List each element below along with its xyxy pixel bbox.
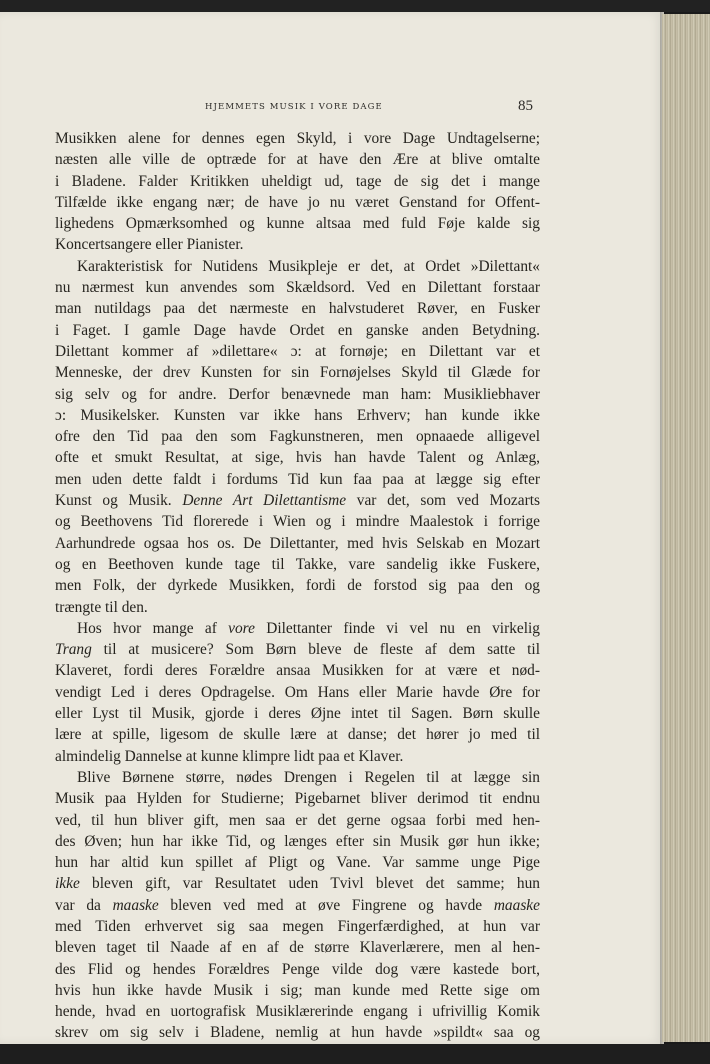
- text-line: nu nærmest kun anvendes som Skældsord. Ved en Dilettant forstaar: [55, 279, 540, 297]
- page-header: [55, 90, 540, 114]
- text-segment: var da: [55, 896, 101, 914]
- text-segment: bleven gift, var Resultatet uden Tvivl blevet det samme; hun: [92, 875, 540, 893]
- text-line: Aarhundrede ogsaa hos os. De Dilettanter, med hvis Selskab en Mozart: [55, 534, 540, 552]
- italic-phrase: Denne Art Dilettantisme: [182, 492, 347, 510]
- text-line: vendigt Led i deres Opdragelse. Om Hans eller Marie havde Øre for: [55, 683, 540, 701]
- italic-word: ikke: [55, 875, 80, 893]
- text-line: [55, 873, 540, 894]
- text-line: lære at spille, ligesom de skulle lære at danse; det hører jo med til: [55, 726, 540, 744]
- text-line: Musikken alene for dennes egen Skyld, i vore Dage Undtagelserne;: [55, 130, 540, 147]
- text-segment: Dilettanter finde vi vel nu en virkelig: [266, 619, 540, 637]
- text-line: Blive Børnene større, nødes Drengen i Regelen til at lægge sin: [77, 768, 540, 786]
- text-line: med Tiden erhvervet sig saa megen Fingerfærdighed, at hun var: [55, 917, 540, 935]
- text-line: Klaveret, fordi deres Forældre ansaa Musikken for at være et nød-: [55, 662, 540, 680]
- page-number: 85: [518, 98, 533, 114]
- text-line: Musik paa Hylden for Studierne; Pigebarnet bliver derimod tit endnu: [55, 790, 540, 808]
- text-line: sig selv og for andre. Derfor benævnede man ham: Musikliebhaver: [55, 385, 540, 403]
- text-line: Menneske, der drev Kunsten for sin Fornøjelses Skyld til Glæde for: [55, 364, 540, 382]
- text-line: almindelig Dannelse at kunne klimpre lidt paa et Klaver.: [55, 747, 404, 765]
- book-page-edges: [662, 14, 710, 1042]
- text-line: Tilfælde ikke engang nær; de have jo nu været Genstand for Offent-: [55, 193, 540, 211]
- text-line: man nutildags paa det nærmeste en halvstuderet Røver, en Fusker: [55, 300, 540, 318]
- text-line: eller Lyst til Musik, gjorde i deres Øjne intet til Sagen. Børn skulle: [55, 705, 540, 723]
- text-line: Dilettant kommer af »dilettare« ɔ: at fornøje; en Dilettant var et: [55, 342, 540, 360]
- text-segment: bleven ved med at øve Fingrene og havde: [170, 896, 483, 914]
- italic-word: Trang: [55, 641, 92, 659]
- italic-word: vore: [228, 619, 255, 637]
- scan-border-bottom: [0, 1044, 710, 1064]
- text-line: skrev om sig selv i Bladene, nemlig at hun havde »spildt« saa og: [55, 1024, 540, 1042]
- text-line: [55, 490, 540, 511]
- text-line: ved, til hun bliver gift, men saa er det gerne ogsaa forbi med hen-: [55, 811, 540, 829]
- text-line: trængte til den.: [55, 598, 148, 616]
- text-line: ofte et smukt Resultat, at sige, hvis han havde Talent og Anlæg,: [55, 449, 540, 467]
- text-line: hun har altid kun spillet af Pligt og Vane. Var samme unge Pige: [55, 854, 540, 872]
- text-line: og Beethovens Tid florerede i Wien og i mindre Maalestok i forrige: [55, 513, 540, 531]
- text-line: [55, 639, 540, 660]
- running-title: HJEMMETS MUSIK I VORE DAGE: [205, 102, 383, 112]
- text-line: [55, 895, 540, 916]
- text-line: des Flid og hendes Forældres Penge vilde dog være kastede bort,: [55, 960, 540, 978]
- text-segment: Kunst og Musik.: [55, 492, 172, 510]
- text-segment: til at musicere? Som Børn bleve de fleste af dem satte til: [103, 641, 540, 659]
- text-segment: var det, som ved Mozarts: [356, 492, 540, 510]
- text-line: i Faget. I gamle Dage havde Ordet en ganske anden Betydning.: [55, 321, 540, 339]
- text-line: Karakteristisk for Nutidens Musikpleje er det, at Ordet »Dilettant«: [77, 257, 540, 275]
- text-line: bleven taget til Naade af en af de større Klaverlærere, men al hen-: [55, 939, 540, 957]
- text-segment: Hos hvor mange af: [77, 619, 217, 637]
- text-line: ɔ: Musikelsker. Kunsten var ikke hans Erhverv; han kunde ikke: [55, 406, 540, 424]
- italic-word: maaske: [493, 896, 540, 914]
- text-line: hvis hun ikke havde Musik i sig; man kunde med Rette sige om: [55, 981, 540, 999]
- text-line: lighedens Opmærksomhed og kunne altsaa med fuld Føje kalde sig: [55, 215, 540, 233]
- text-line: des Øven; hun har ikke Tid, og længes efter sin Musik gør hun ikke;: [55, 832, 540, 850]
- scan-border-top: [0, 0, 710, 12]
- text-line: men uden dette faldt i fordums Tid kun faa paa at lægge sig efter: [55, 470, 540, 488]
- text-line: hende, hvad en uortografisk Musiklærerinde engang i ufrivillig Komik: [55, 1003, 540, 1021]
- text-line: i Bladene. Falder Kritikken uheldigt ud, tage de sig det i mange: [55, 172, 540, 190]
- text-line: og en Beethoven kunde tage til Takke, vare sandelig ikke Fuskere,: [55, 555, 540, 573]
- italic-word: maaske: [112, 896, 159, 914]
- text-line: næsten alle ville de optræde for at have den Ære at blive omtalte: [55, 151, 540, 169]
- text-line: [55, 618, 540, 639]
- text-line: Koncertsangere eller Pianister.: [55, 236, 244, 254]
- body-text: [55, 128, 540, 1044]
- text-line: men Folk, der dyrkede Musikken, fordi de forstod sig paa den og: [55, 577, 540, 595]
- text-line: ofre den Tid paa den som Fagkunstneren, men opnaaede alligevel: [55, 428, 540, 446]
